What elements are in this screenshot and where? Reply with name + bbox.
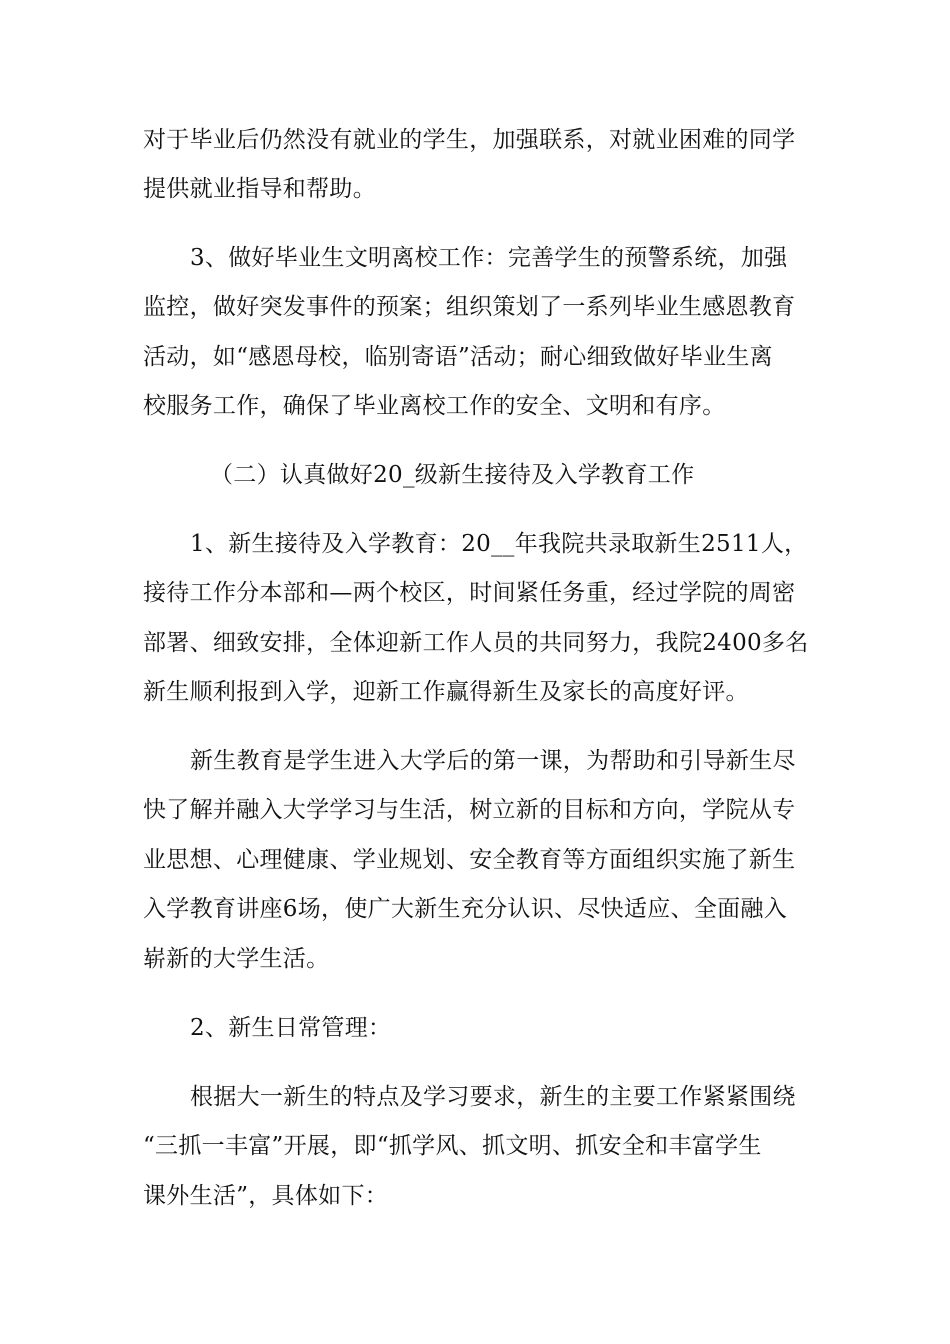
- paragraph-line: 校服务工作，确保了毕业离校工作的安全、文明和有序。: [143, 393, 726, 419]
- paragraph-line: 新生顺利报到入学，迎新工作赢得新生及家长的高度好评。: [143, 679, 749, 705]
- paragraph-line: 课外生活”，具体如下：: [143, 1183, 389, 1209]
- paragraph-line: 根据大一新生的特点及学习要求，新生的主要工作紧紧围绕: [190, 1084, 796, 1110]
- paragraph-line: 接待工作分本部和—两个校区，时间紧任务重，经过学院的周密: [143, 580, 796, 606]
- paragraph-line: 1、新生接待及入学教育：20__年我院共录取新生2511人，: [190, 531, 808, 557]
- paragraph-line: 崭新的大学生活。: [143, 946, 330, 972]
- paragraph-line: 业思想、心理健康、学业规划、安全教育等方面组织实施了新生: [143, 847, 796, 873]
- paragraph-line: 入学教育讲座6场，使广大新生充分认识、尽快适应、全面融入: [143, 896, 788, 922]
- subsection-heading: 2、新生日常管理：: [190, 1015, 392, 1041]
- paragraph-line: 监控，做好突发事件的预案；组织策划了一系列毕业生感恩教育: [143, 294, 796, 320]
- paragraph-line: 部署、细致安排，全体迎新工作人员的共同努力，我院2400多名: [143, 630, 809, 656]
- paragraph-line: 新生教育是学生进入大学后的第一课，为帮助和引导新生尽: [190, 748, 796, 774]
- paragraph-line: 快了解并融入大学学习与生活，树立新的目标和方向，学院从专: [143, 797, 796, 823]
- section-heading: （二）认真做好20_级新生接待及入学教育工作: [210, 462, 695, 488]
- paragraph-line: 活动，如“感恩母校，临别寄语”活动；耐心细致做好毕业生离: [143, 344, 773, 370]
- paragraph-line: 对于毕业后仍然没有就业的学生，加强联系，对就业困难的同学: [143, 127, 796, 153]
- paragraph-line: 3、做好毕业生文明离校工作：完善学生的预警系统，加强: [190, 245, 788, 271]
- paragraph-line: 提供就业指导和帮助。: [143, 176, 376, 202]
- paragraph-line: “三抓一丰富”开展，即“抓学风、抓文明、抓安全和丰富学生: [143, 1133, 762, 1159]
